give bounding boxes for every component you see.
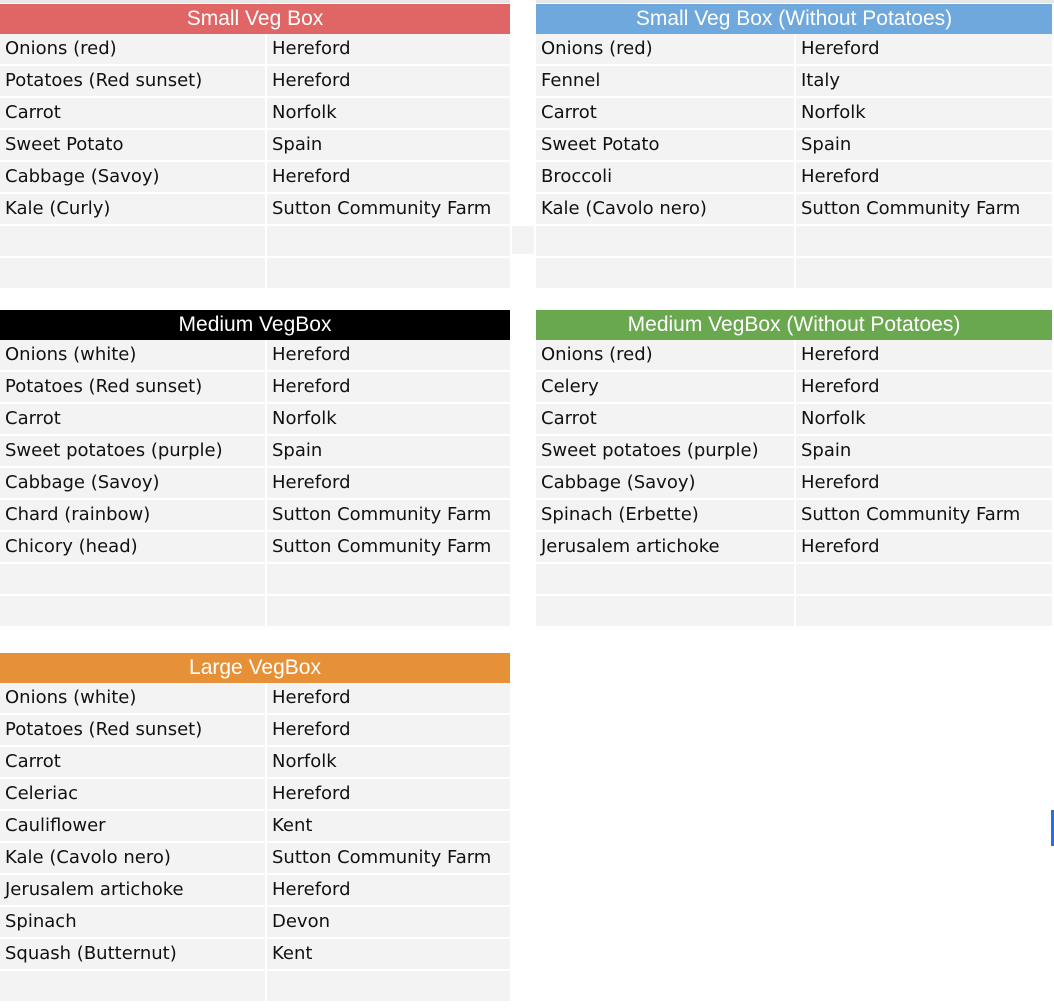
origin-cell[interactable]: Spain xyxy=(267,130,510,160)
vegetable-cell[interactable]: Kale (Cavolo nero) xyxy=(536,194,796,224)
table-row xyxy=(0,875,510,907)
vegetable-cell[interactable] xyxy=(0,564,267,594)
table-row xyxy=(0,532,510,564)
vegetable-cell[interactable]: Cabbage (Savoy) xyxy=(0,162,267,192)
origin-cell[interactable] xyxy=(796,258,1052,288)
table-row xyxy=(0,162,510,194)
table-row xyxy=(0,226,510,258)
vegetable-cell[interactable] xyxy=(536,564,796,594)
vegetable-cell[interactable]: Potatoes (Red sunset) xyxy=(0,715,267,745)
vegetable-cell[interactable]: Cabbage (Savoy) xyxy=(0,468,267,498)
origin-cell[interactable]: Norfolk xyxy=(796,98,1052,128)
origin-cell[interactable] xyxy=(267,258,510,288)
vegetable-cell[interactable] xyxy=(536,258,796,288)
table-row xyxy=(536,226,1052,258)
table-row xyxy=(0,939,510,971)
origin-cell[interactable] xyxy=(796,564,1052,594)
empty-cell[interactable] xyxy=(512,226,534,254)
table-row xyxy=(0,436,510,468)
table-title[interactable]: Small Veg Box xyxy=(0,4,510,34)
origin-cell[interactable]: Spain xyxy=(267,436,510,466)
table-medium-vegbox xyxy=(0,310,510,628)
origin-cell[interactable]: Sutton Community Farm xyxy=(267,843,510,873)
table-title[interactable]: Small Veg Box (Without Potatoes) xyxy=(536,4,1052,34)
table-row xyxy=(536,194,1052,226)
vegetable-cell[interactable]: Cauliflower xyxy=(0,811,267,841)
column-header-edge xyxy=(536,0,1054,3)
vegetable-cell[interactable]: Sweet Potato xyxy=(536,130,796,160)
table-row xyxy=(0,404,510,436)
origin-cell[interactable]: Hereford xyxy=(267,340,510,370)
vegetable-cell[interactable]: Sweet potatoes (purple) xyxy=(0,436,267,466)
origin-cell[interactable]: Hereford xyxy=(267,683,510,713)
table-row xyxy=(0,194,510,226)
vegetable-cell[interactable] xyxy=(0,258,267,288)
origin-cell[interactable] xyxy=(267,596,510,626)
origin-cell[interactable]: Hereford xyxy=(267,372,510,402)
origin-cell[interactable]: Norfolk xyxy=(796,404,1052,434)
origin-cell[interactable]: Sutton Community Farm xyxy=(267,532,510,562)
vegetable-cell[interactable]: Chicory (head) xyxy=(0,532,267,562)
table-row xyxy=(0,779,510,811)
vegetable-cell[interactable]: Jerusalem artichoke xyxy=(536,532,796,562)
table-row xyxy=(536,162,1052,194)
origin-cell[interactable]: Hereford xyxy=(267,66,510,96)
origin-cell[interactable]: Devon xyxy=(267,907,510,937)
origin-cell[interactable]: Hereford xyxy=(796,162,1052,192)
vegetable-cell[interactable]: Spinach (Erbette) xyxy=(536,500,796,530)
vegetable-cell[interactable]: Potatoes (Red sunset) xyxy=(0,372,267,402)
table-row xyxy=(536,468,1052,500)
origin-cell[interactable]: Hereford xyxy=(796,34,1052,64)
table-medium-vegbox-without-potatoes xyxy=(536,310,1052,628)
origin-cell[interactable]: Sutton Community Farm xyxy=(267,194,510,224)
table-small-veg-box-without-potatoes xyxy=(536,4,1052,290)
origin-cell[interactable]: Kent xyxy=(267,811,510,841)
table-row xyxy=(536,98,1052,130)
origin-cell[interactable]: Hereford xyxy=(267,34,510,64)
origin-cell[interactable]: Spain xyxy=(796,436,1052,466)
table-row xyxy=(0,468,510,500)
origin-cell[interactable]: Norfolk xyxy=(267,404,510,434)
vegetable-cell[interactable]: Onions (white) xyxy=(0,340,267,370)
table-row xyxy=(0,130,510,162)
vegetable-cell[interactable]: Chard (rainbow) xyxy=(0,500,267,530)
vegetable-cell[interactable]: Carrot xyxy=(536,404,796,434)
origin-cell[interactable]: Hereford xyxy=(267,779,510,809)
table-row xyxy=(536,564,1052,596)
origin-cell[interactable] xyxy=(267,226,510,256)
table-title[interactable]: Medium VegBox xyxy=(0,310,510,340)
table-row xyxy=(0,34,510,66)
vegetable-cell[interactable] xyxy=(536,596,796,626)
table-row xyxy=(0,971,510,1003)
table-row xyxy=(0,66,510,98)
origin-cell[interactable]: Hereford xyxy=(267,715,510,745)
table-row xyxy=(536,258,1052,290)
vegetable-cell[interactable]: Carrot xyxy=(536,98,796,128)
vegetable-cell[interactable]: Spinach xyxy=(0,907,267,937)
origin-cell[interactable] xyxy=(267,971,510,1001)
table-row xyxy=(536,66,1052,98)
table-row xyxy=(0,811,510,843)
origin-cell[interactable] xyxy=(796,226,1052,256)
table-row xyxy=(536,404,1052,436)
origin-cell[interactable]: Italy xyxy=(796,66,1052,96)
origin-cell[interactable] xyxy=(796,596,1052,626)
table-row xyxy=(536,372,1052,404)
vegetable-cell[interactable]: Fennel xyxy=(536,66,796,96)
vegetable-cell[interactable]: Broccoli xyxy=(536,162,796,192)
column-header-edge xyxy=(0,0,510,3)
origin-cell[interactable]: Hereford xyxy=(267,875,510,905)
origin-cell[interactable]: Kent xyxy=(267,939,510,969)
origin-cell[interactable]: Sutton Community Farm xyxy=(267,500,510,530)
vegetable-cell[interactable]: Sweet Potato xyxy=(0,130,267,160)
origin-cell[interactable]: Hereford xyxy=(796,340,1052,370)
vegetable-cell[interactable]: Carrot xyxy=(0,404,267,434)
origin-cell[interactable]: Spain xyxy=(796,130,1052,160)
vegetable-cell[interactable] xyxy=(536,226,796,256)
vegetable-cell[interactable]: Onions (red) xyxy=(536,34,796,64)
vegetable-cell[interactable]: Celeriac xyxy=(0,779,267,809)
vegetable-cell[interactable]: Onions (white) xyxy=(0,683,267,713)
table-row xyxy=(0,340,510,372)
vegetable-cell[interactable]: Carrot xyxy=(0,98,267,128)
origin-cell[interactable]: Hereford xyxy=(796,468,1052,498)
table-row xyxy=(0,98,510,130)
vegetable-cell[interactable]: Carrot xyxy=(0,747,267,777)
vegetable-cell[interactable]: Kale (Cavolo nero) xyxy=(0,843,267,873)
table-row xyxy=(0,715,510,747)
table-row xyxy=(0,258,510,290)
table-row xyxy=(536,340,1052,372)
vegetable-cell[interactable] xyxy=(0,596,267,626)
origin-cell[interactable]: Sutton Community Farm xyxy=(796,194,1052,224)
table-row xyxy=(0,843,510,875)
table-row xyxy=(0,596,510,628)
table-row xyxy=(536,436,1052,468)
vegetable-cell[interactable]: Onions (red) xyxy=(0,34,267,64)
table-title[interactable]: Large VegBox xyxy=(0,653,510,683)
vegetable-cell[interactable]: Potatoes (Red sunset) xyxy=(0,66,267,96)
vegetable-cell[interactable]: Cabbage (Savoy) xyxy=(536,468,796,498)
origin-cell[interactable]: Norfolk xyxy=(267,747,510,777)
vegetable-cell[interactable] xyxy=(0,226,267,256)
vegetable-cell[interactable]: Celery xyxy=(536,372,796,402)
origin-cell[interactable]: Hereford xyxy=(796,372,1052,402)
vegetable-cell[interactable] xyxy=(0,971,267,1001)
origin-cell[interactable]: Norfolk xyxy=(267,98,510,128)
table-large-vegbox xyxy=(0,653,510,1003)
table-title[interactable]: Medium VegBox (Without Potatoes) xyxy=(536,310,1052,340)
table-row xyxy=(0,683,510,715)
table-row xyxy=(0,747,510,779)
table-row xyxy=(536,34,1052,66)
origin-cell[interactable] xyxy=(267,564,510,594)
vegetable-cell[interactable]: Squash (Butternut) xyxy=(0,939,267,969)
table-row xyxy=(536,596,1052,628)
table-row xyxy=(536,532,1052,564)
table-row xyxy=(0,564,510,596)
table-row xyxy=(536,130,1052,162)
origin-cell[interactable]: Hereford xyxy=(267,468,510,498)
table-row xyxy=(0,372,510,404)
table-row xyxy=(536,500,1052,532)
origin-cell[interactable]: Hereford xyxy=(796,532,1052,562)
table-row xyxy=(0,907,510,939)
table-small-veg-box xyxy=(0,4,510,290)
vegetable-cell[interactable]: Sweet potatoes (purple) xyxy=(536,436,796,466)
table-row xyxy=(0,500,510,532)
vegetable-cell[interactable]: Kale (Curly) xyxy=(0,194,267,224)
vegetable-cell[interactable]: Onions (red) xyxy=(536,340,796,370)
vegetable-cell[interactable]: Jerusalem artichoke xyxy=(0,875,267,905)
origin-cell[interactable]: Sutton Community Farm xyxy=(796,500,1052,530)
origin-cell[interactable]: Hereford xyxy=(267,162,510,192)
